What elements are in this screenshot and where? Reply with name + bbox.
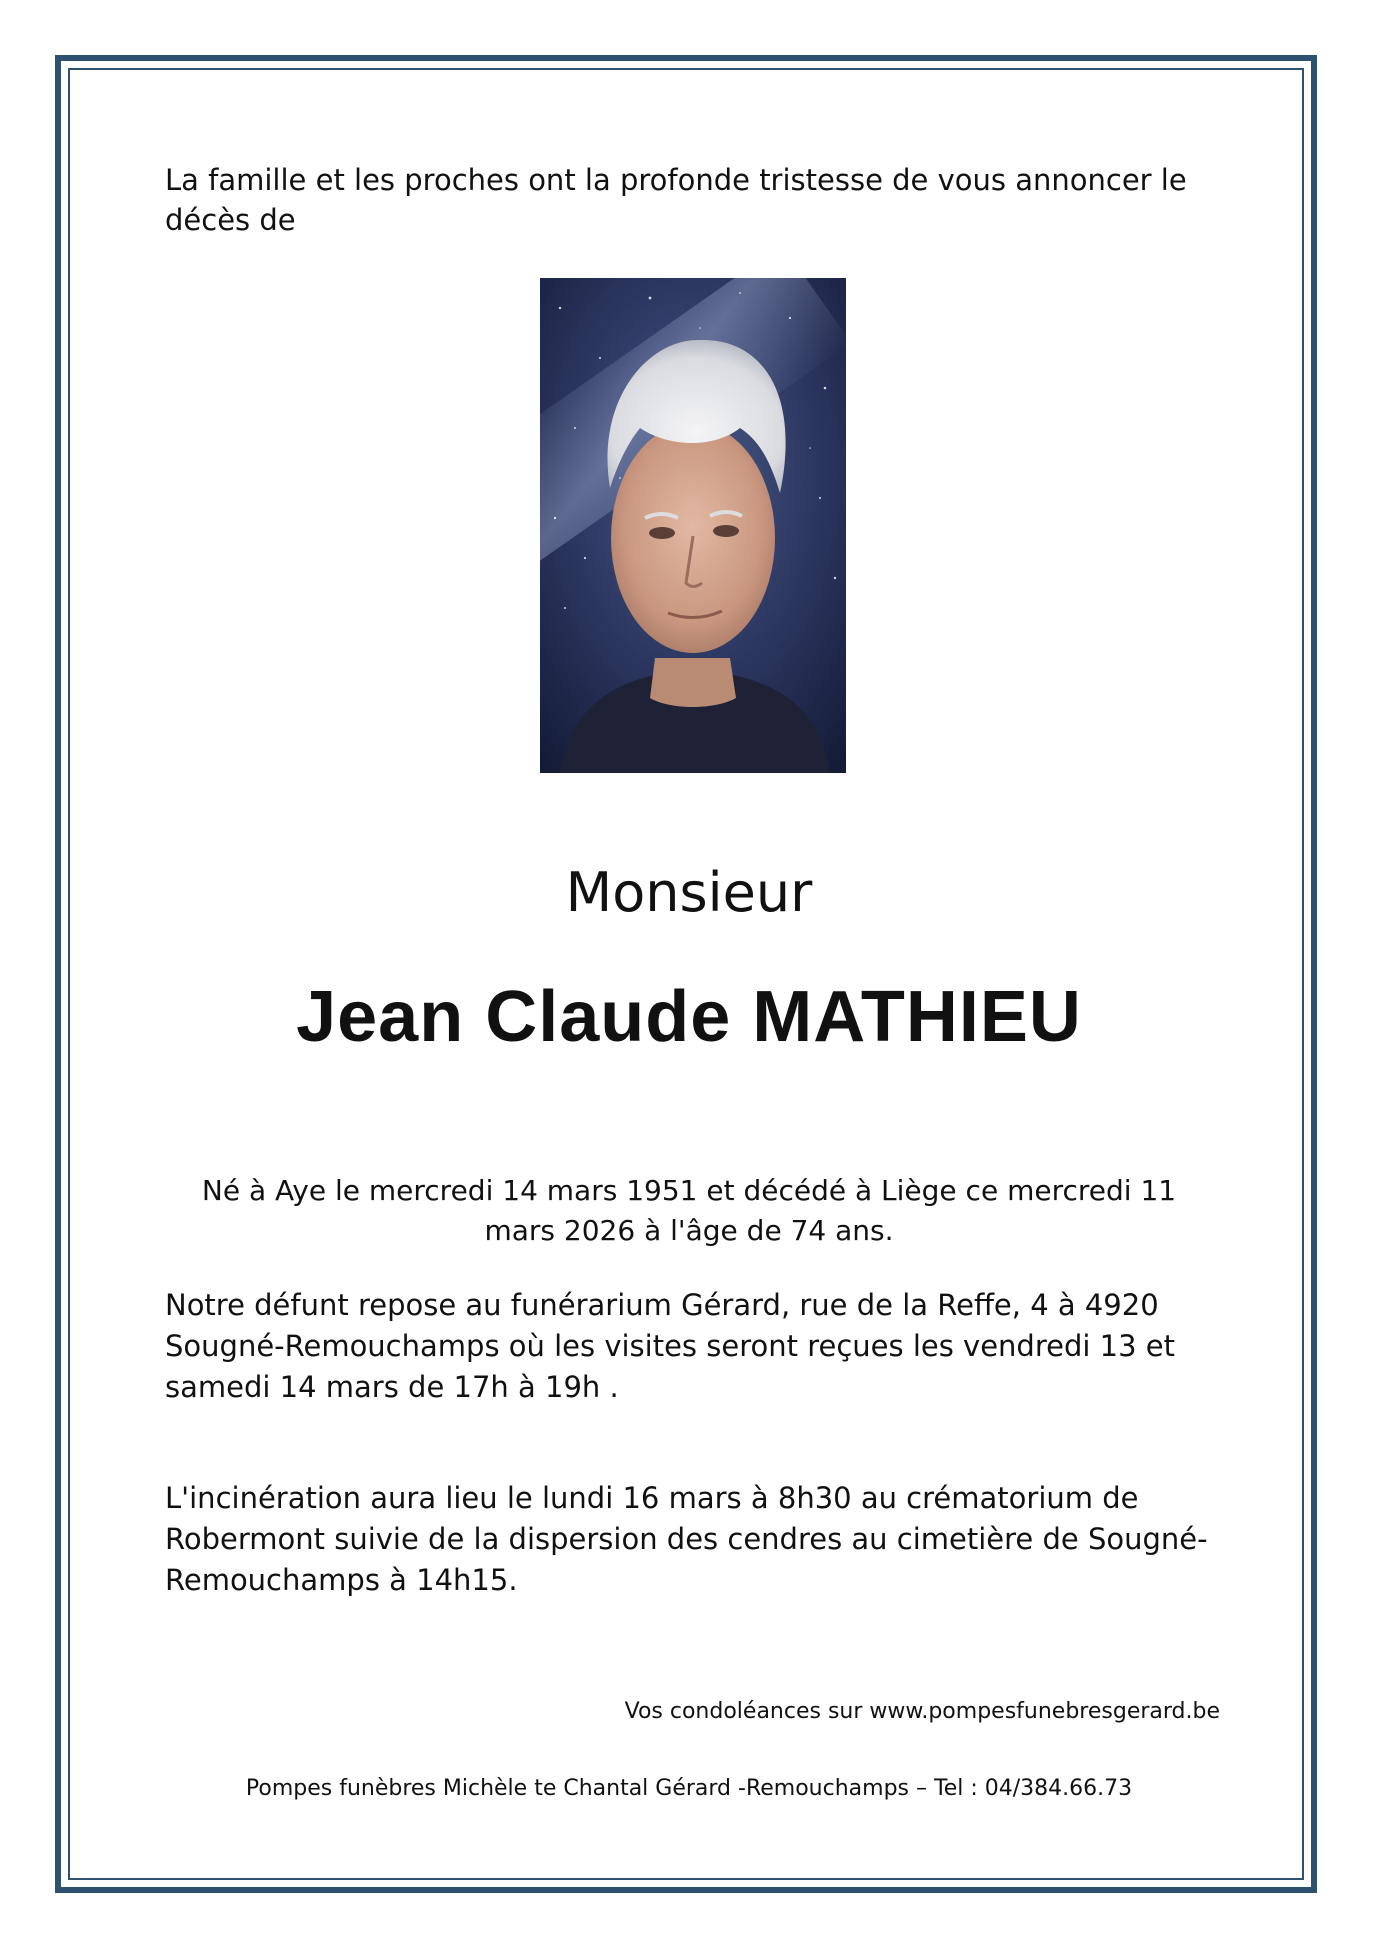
intro-text: La famille et les proches ont la profonde tristesse de vous annoncer le décès de	[165, 163, 1187, 237]
repose-paragraph: Notre défunt repose au funérarium Gérard, rue de la Reffe, 4 à 4920 Sougné-Remouchamps où les visites seront reçues les vendredi 13 et samedi 14 mars de 17h à 19h .	[165, 1288, 1175, 1404]
funeral-home-footer: Pompes funèbres Michèle te Chantal Gérard -Remouchamps – Tel : 04/384.66.73	[245, 1776, 1133, 1801]
portrait-photo	[540, 278, 846, 773]
birth-death-text: Né à Aye le mercredi 14 mars 1951 et décédé à Liège ce mercredi 11 mars 2026 à l'âge de 74 ans.	[201, 1174, 1177, 1247]
honorific-title: Monsieur	[565, 861, 813, 924]
cremation-paragraph: L'incinération aura lieu le lundi 16 mars à 8h30 au crématorium de Robermont suivie de la dispersion des cendres au cimetière de Sougné-Remouchamps à 14h15.	[165, 1481, 1208, 1597]
condolences-line: Vos condoléances sur www.pompesfunebresgerard.be	[624, 1699, 1220, 1724]
deceased-name: Jean Claude MATHIEU	[296, 977, 1082, 1057]
portrait-illustration	[540, 278, 846, 773]
